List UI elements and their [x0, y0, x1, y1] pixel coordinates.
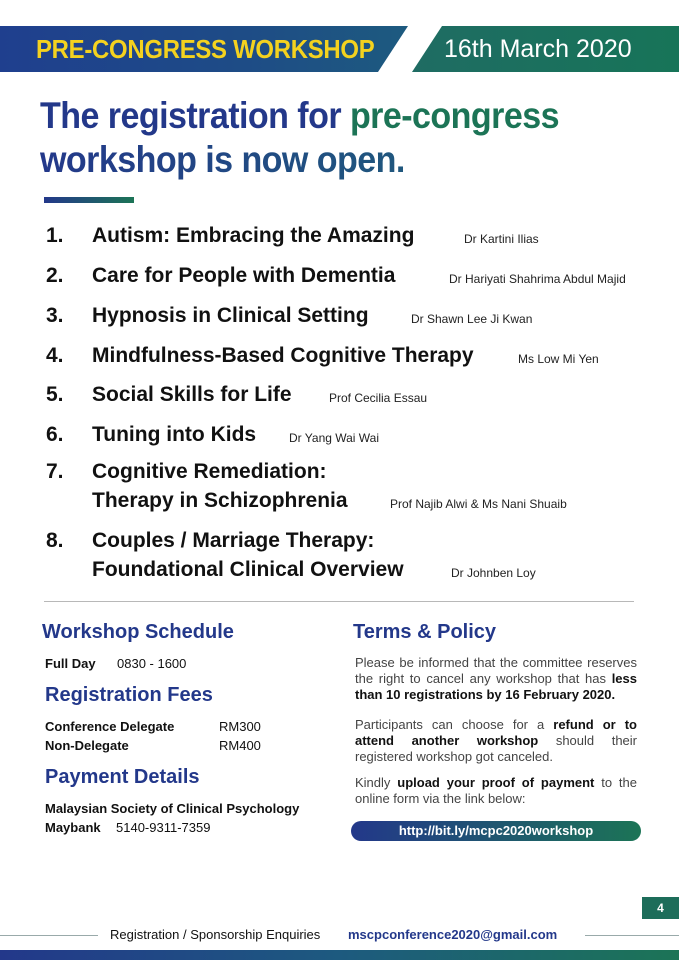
- payment-account: 5140-9311-7359: [116, 820, 211, 835]
- registration-link[interactable]: http://bit.ly/mcpc2020workshop: [351, 821, 641, 841]
- terms-p3-text-end: to the online form via the link below:: [355, 775, 638, 806]
- terms-p2-emphasis: refund or to attend another workshop: [355, 717, 637, 748]
- terms-p1-text: Please be informed that the committee reserves the right to cancel any workshop that has: [355, 655, 637, 686]
- payment-bank: Maybank: [45, 820, 101, 835]
- workshop-speaker: Dr Johnben Loy: [451, 566, 536, 580]
- workshop-number: 8.: [46, 529, 64, 552]
- terms-paragraph-1: [355, 655, 637, 703]
- terms-paragraph-3: [355, 775, 637, 807]
- workshop-number: 3.: [46, 304, 64, 327]
- terms-p1-emphasis: less than 10 registrations by 16 February 2020.: [355, 671, 637, 702]
- terms-p3-text: Kindly: [355, 775, 398, 790]
- workshop-number: 4.: [46, 344, 64, 367]
- headline-line2: workshop is now open.: [40, 138, 610, 182]
- workshop-title: Care for People with Dementia: [92, 264, 396, 287]
- enquiries-label: Registration / Sponsorship Enquiries: [110, 927, 321, 942]
- terms-p3-emphasis: upload your proof of payment: [397, 775, 595, 790]
- terms-p2-text-end: should their registered workshop got canceled.: [355, 733, 637, 764]
- headline-part2: pre-congress: [349, 95, 559, 136]
- workshop-title: Hypnosis in Clinical Setting: [92, 304, 369, 327]
- workshop-title: Mindfulness-Based Cognitive Therapy: [92, 344, 474, 367]
- terms-p2-text: Participants can choose for a: [355, 717, 554, 732]
- workshop-speaker: Dr Kartini Ilias: [464, 232, 539, 246]
- workshop-title-line2: Therapy in Schizophrenia: [92, 489, 348, 512]
- section-divider: [44, 601, 634, 602]
- accent-bar: [44, 197, 134, 203]
- workshop-title-line1: Cognitive Remediation:: [92, 460, 327, 483]
- payment-heading: Payment Details: [45, 766, 200, 788]
- fees-heading: Registration Fees: [45, 684, 213, 706]
- workshop-number: 5.: [46, 383, 64, 406]
- workshop-title: Tuning into Kids: [92, 423, 257, 446]
- fee-label: Conference Delegate: [45, 719, 175, 734]
- workshop-speaker: Dr Yang Wai Wai: [289, 431, 380, 445]
- headline: [40, 94, 610, 182]
- bottom-bar: [0, 950, 679, 960]
- fee-value: RM300: [219, 719, 261, 734]
- workshop-title: Autism: Embracing the Amazing: [92, 224, 415, 247]
- workshop-title-line2: Foundational Clinical Overview: [92, 558, 404, 581]
- footer-line-left: [0, 935, 98, 936]
- payment-org: Malaysian Society of Clinical Psychology: [45, 801, 300, 816]
- workshop-speaker: Prof Cecilia Essau: [329, 391, 428, 405]
- workshop-title: Social Skills for Life: [92, 383, 292, 406]
- workshop-speaker: Ms Low Mi Yen: [518, 352, 599, 366]
- fee-value: RM400: [219, 738, 261, 753]
- workshop-number: 7.: [46, 460, 64, 483]
- headline-part1: The registration for: [40, 95, 350, 136]
- workshop-speaker: Dr Shawn Lee Ji Kwan: [411, 312, 533, 326]
- workshop-title-line1: Couples / Marriage Therapy:: [92, 529, 375, 552]
- schedule-label: Full Day: [45, 656, 96, 671]
- terms-heading: Terms & Policy: [353, 621, 497, 643]
- workshop-number: 6.: [46, 423, 64, 446]
- fee-label: Non-Delegate: [45, 738, 129, 753]
- workshop-number: 1.: [46, 224, 64, 247]
- workshop-speaker: Prof Najib Alwi & Ms Nani Shuaib: [390, 497, 567, 511]
- banner-date: 16th March 2020: [444, 35, 632, 63]
- schedule-value: 0830 - 1600: [117, 656, 187, 671]
- terms-paragraph-2: [355, 717, 637, 765]
- workshop-speaker: Dr Hariyati Shahrima Abdul Majid: [449, 272, 626, 286]
- schedule-heading: Workshop Schedule: [42, 621, 234, 643]
- enquiries-email[interactable]: mscpconference2020@gmail.com: [348, 927, 558, 942]
- footer-line-right: [585, 935, 679, 936]
- page-number: 4: [642, 897, 679, 919]
- workshop-number: 2.: [46, 264, 64, 287]
- banner-title: PRE-CONGRESS WORKSHOP: [36, 34, 375, 64]
